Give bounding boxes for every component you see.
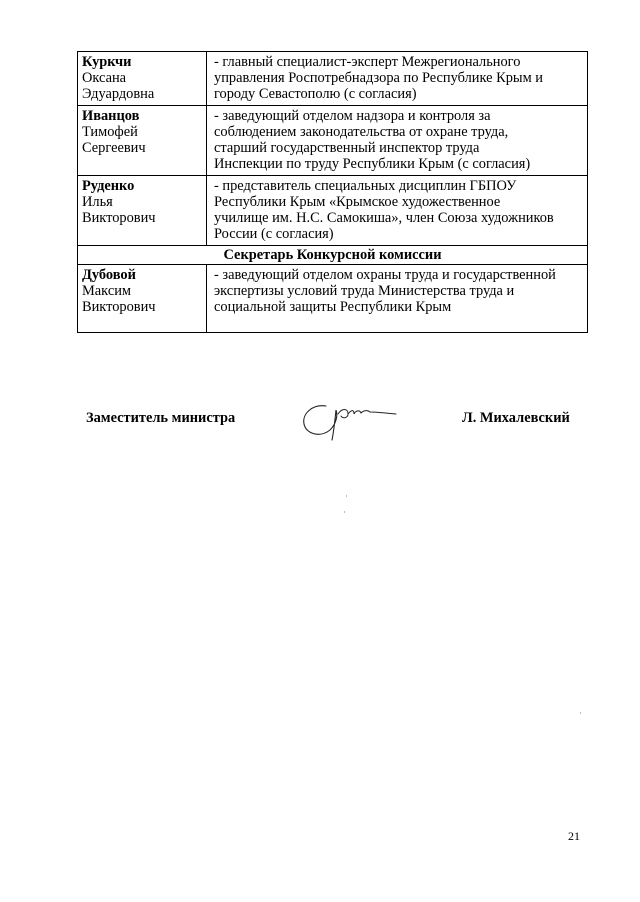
- handwritten-signature: [298, 400, 408, 446]
- member-role-cell: [207, 52, 588, 106]
- member-role-cell: [207, 176, 588, 246]
- secretary-surname: Дубовой: [82, 267, 136, 283]
- role-line: училище им. Н.С. Самокиша», член Союза художников: [214, 210, 554, 226]
- role-line: экспертизы условий труда Министерства труда и: [214, 283, 515, 299]
- signatory-title: Заместитель министра: [86, 410, 236, 426]
- scan-speck: [346, 495, 347, 497]
- role-line: старший государственный инспектор труда: [214, 140, 480, 156]
- member-patronymic: Викторович: [82, 210, 156, 226]
- role-line: управления Роспотребнадзора по Республике Крым и: [214, 70, 543, 86]
- role-line: социальной защиты Республики Крым: [214, 299, 452, 315]
- table-row: [78, 265, 588, 333]
- secretary-role-cell: [207, 265, 588, 333]
- member-patronymic: Эдуардовна: [82, 86, 155, 102]
- role-line: соблюдением законодательства от охране труда,: [214, 124, 509, 140]
- secretary-name-cell: [78, 265, 207, 333]
- member-first-name: Тимофей: [82, 124, 138, 140]
- member-surname: Куркчи: [82, 54, 132, 70]
- table-row: [78, 106, 588, 176]
- scan-speck: [344, 511, 345, 513]
- role-line: Инспекции по труду Республики Крым (с согласия): [214, 156, 531, 172]
- member-name-cell: [78, 52, 207, 106]
- secretary-first-name: Максим: [82, 283, 132, 299]
- member-name-cell: [78, 176, 207, 246]
- signature-block: [0, 410, 640, 450]
- role-line: - представитель специальных дисциплин ГБПОУ: [214, 178, 517, 194]
- member-first-name: Илья: [82, 194, 113, 210]
- table-row: [78, 52, 588, 106]
- role-line: - заведующий отделом надзора и контроля за: [214, 108, 491, 124]
- member-name-cell: [78, 106, 207, 176]
- member-first-name: Оксана: [82, 70, 127, 86]
- scan-speck: [580, 712, 581, 714]
- commission-table: [77, 51, 588, 333]
- role-line: Республики Крым «Крымское художественное: [214, 194, 501, 210]
- signatory-name: Л. Михалевский: [462, 410, 570, 426]
- member-surname: Руденко: [82, 178, 135, 194]
- section-heading: Секретарь Конкурсной комиссии: [78, 246, 588, 265]
- secretary-patronymic: Викторович: [82, 299, 156, 315]
- role-line: России (с согласия): [214, 226, 334, 242]
- member-role-cell: [207, 106, 588, 176]
- role-line: городу Севастополю (с согласия): [214, 86, 417, 102]
- table-row: [78, 176, 588, 246]
- member-patronymic: Сергеевич: [82, 140, 146, 156]
- page-number: 21: [568, 829, 580, 843]
- member-surname: Иванцов: [82, 108, 140, 124]
- role-line: - главный специалист-эксперт Межрегионального: [214, 54, 521, 70]
- section-heading-row: [78, 246, 588, 265]
- role-line: - заведующий отделом охраны труда и государственной: [214, 267, 556, 283]
